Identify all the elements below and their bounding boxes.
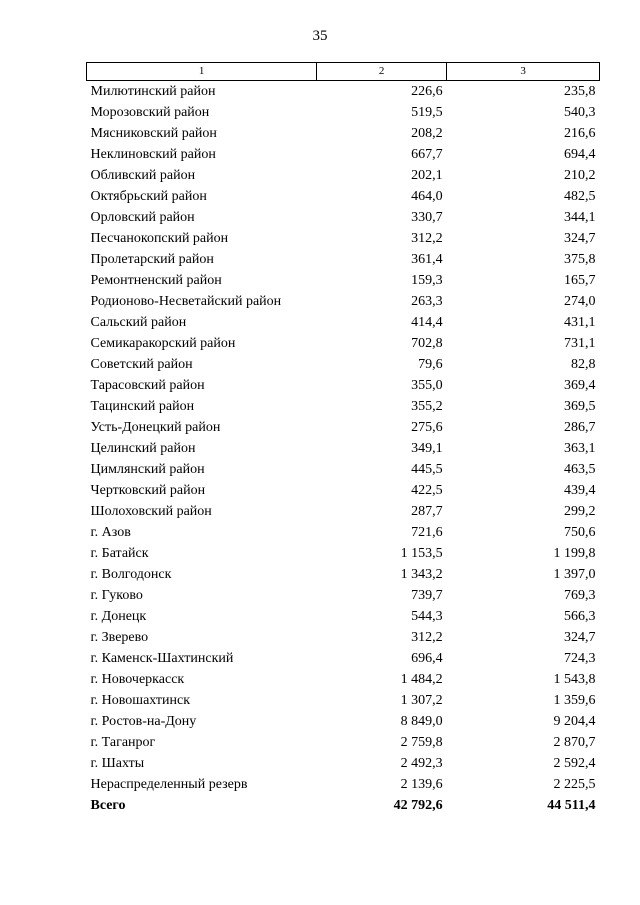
municipality-name: Ремонтненский район: [90, 273, 222, 288]
municipality-name: Усть-Донецкий район: [90, 420, 221, 435]
table-row: [87, 270, 600, 291]
municipality-name: г. Ростов-на-Дону: [90, 714, 197, 729]
municipality-name: г. Новошахтинск: [90, 693, 191, 708]
value-col-2: 1 307,2: [400, 693, 443, 708]
value-col-2: 263,3: [411, 294, 443, 309]
municipality-name: Семикаракорский район: [90, 336, 236, 351]
total-row: [87, 795, 600, 816]
municipality-name: Шолоховский район: [90, 504, 212, 519]
municipality-name: Обливский район: [90, 168, 196, 183]
value-col-3: 363,1: [564, 441, 596, 456]
municipality-name: Чертковский район: [90, 483, 206, 498]
value-col-2: 355,2: [411, 399, 443, 414]
table-row: [87, 375, 600, 396]
municipality-name: Неклиновский район: [90, 147, 216, 162]
value-col-3: 324,7: [564, 630, 596, 645]
table-row: [87, 417, 600, 438]
value-col-3: 2 870,7: [553, 735, 596, 750]
table-row: [87, 753, 600, 774]
value-col-3: 1 359,6: [553, 693, 596, 708]
value-col-3: 482,5: [564, 189, 596, 204]
table-row: [87, 81, 600, 103]
value-col-2: 414,4: [411, 315, 443, 330]
municipality-name: Орловский район: [90, 210, 195, 225]
table-row: [87, 228, 600, 249]
value-col-2: 202,1: [411, 168, 443, 183]
value-col-2: 361,4: [411, 252, 443, 267]
value-col-3: 1 199,8: [553, 546, 596, 561]
value-col-2: 275,6: [411, 420, 443, 435]
value-col-2: 2 139,6: [400, 777, 443, 792]
value-col-2: 79,6: [418, 357, 443, 372]
municipality-name: Родионово-Несветайский район: [90, 294, 282, 309]
table-row: [87, 501, 600, 522]
value-col-3: 286,7: [564, 420, 596, 435]
municipality-name: г. Таганрог: [90, 735, 156, 750]
value-col-3: 566,3: [564, 609, 596, 624]
total-col-2: 42 792,6: [393, 798, 443, 813]
value-col-2: 330,7: [411, 210, 443, 225]
table-row: [87, 522, 600, 543]
table-row: [87, 690, 600, 711]
value-col-3: 369,5: [564, 399, 596, 414]
value-col-2: 312,2: [411, 231, 443, 246]
municipality-name: Тацинский район: [90, 399, 195, 414]
table-row: [87, 123, 600, 144]
value-col-2: 544,3: [411, 609, 443, 624]
value-col-2: 208,2: [411, 126, 443, 141]
header-col-1: 1: [87, 63, 317, 81]
municipality-name: Нераспределенный резерв: [90, 777, 248, 792]
table-row: [87, 711, 600, 732]
value-col-3: 274,0: [564, 294, 596, 309]
municipality-name: Октябрьский район: [90, 189, 207, 204]
municipality-name: г. Волгодонск: [90, 567, 172, 582]
municipality-name: г. Гуково: [90, 588, 143, 603]
value-col-3: 1 397,0: [553, 567, 596, 582]
table-row: [87, 102, 600, 123]
value-col-2: 667,7: [411, 147, 443, 162]
value-col-2: 2 492,3: [400, 756, 443, 771]
value-col-2: 226,6: [411, 84, 443, 99]
value-col-3: 1 543,8: [553, 672, 596, 687]
table-row: [87, 438, 600, 459]
municipality-name: Морозовский район: [90, 105, 210, 120]
header-col-2: 2: [317, 63, 447, 81]
table-row: [87, 396, 600, 417]
value-col-2: 721,6: [411, 525, 443, 540]
table-row: [87, 585, 600, 606]
value-col-3: 369,4: [564, 378, 596, 393]
table-row: [87, 480, 600, 501]
value-col-2: 1 153,5: [400, 546, 443, 561]
table-row: [87, 249, 600, 270]
value-col-2: 159,3: [411, 273, 443, 288]
value-col-3: 2 225,5: [553, 777, 596, 792]
municipality-name: Тарасовский район: [90, 378, 205, 393]
value-col-3: 769,3: [564, 588, 596, 603]
value-col-3: 324,7: [564, 231, 596, 246]
table-row: [87, 459, 600, 480]
value-col-2: 739,7: [411, 588, 443, 603]
value-col-2: 519,5: [411, 105, 443, 120]
table-row: [87, 186, 600, 207]
table-row: [87, 207, 600, 228]
total-col-3: 44 511,4: [547, 798, 596, 813]
value-col-3: 694,4: [564, 147, 596, 162]
municipality-name: Сальский район: [90, 315, 187, 330]
header-row: [87, 63, 600, 81]
municipality-name: г. Батайск: [90, 546, 149, 561]
table-row: [87, 165, 600, 186]
value-col-3: 216,6: [564, 126, 596, 141]
municipality-name: г. Шахты: [90, 756, 145, 771]
table-row: [87, 291, 600, 312]
table-row: [87, 312, 600, 333]
value-col-3: 750,6: [564, 525, 596, 540]
municipality-name: г. Новочеркасск: [90, 672, 185, 687]
municipality-name: Песчанокопский район: [90, 231, 229, 246]
value-col-3: 82,8: [571, 357, 596, 372]
table-row: [87, 564, 600, 585]
value-col-2: 464,0: [411, 189, 443, 204]
value-col-3: 439,4: [564, 483, 596, 498]
header-col-3: 3: [447, 63, 600, 81]
value-col-3: 431,1: [564, 315, 596, 330]
table-row: [87, 333, 600, 354]
value-col-2: 445,5: [411, 462, 443, 477]
table-row: [87, 648, 600, 669]
value-col-3: 9 204,4: [553, 714, 596, 729]
value-col-3: 540,3: [564, 105, 596, 120]
municipality-name: г. Зверево: [90, 630, 149, 645]
page-number: 35: [312, 28, 328, 44]
table-row: [87, 627, 600, 648]
value-col-3: 731,1: [564, 336, 596, 351]
municipality-name: Целинский район: [90, 441, 196, 456]
table-row: [87, 606, 600, 627]
value-col-2: 2 759,8: [400, 735, 443, 750]
value-col-3: 724,3: [564, 651, 596, 666]
value-col-3: 165,7: [564, 273, 596, 288]
total-label: Всего: [90, 798, 126, 813]
budget-table: [86, 62, 600, 816]
table-row: [87, 144, 600, 165]
municipality-name: Цимлянский район: [90, 462, 205, 477]
value-col-2: 1 343,2: [400, 567, 443, 582]
value-col-2: 702,8: [411, 336, 443, 351]
value-col-2: 696,4: [411, 651, 443, 666]
table-row: [87, 543, 600, 564]
table-row: [87, 732, 600, 753]
value-col-2: 8 849,0: [400, 714, 443, 729]
value-col-2: 1 484,2: [400, 672, 443, 687]
value-col-3: 375,8: [564, 252, 596, 267]
table-header: [87, 63, 600, 81]
value-col-2: 422,5: [411, 483, 443, 498]
value-col-3: 2 592,4: [553, 756, 596, 771]
table-body: [87, 81, 600, 817]
municipality-name: Милютинский район: [90, 84, 216, 99]
value-col-3: 235,8: [564, 84, 596, 99]
table-row: [87, 354, 600, 375]
value-col-3: 299,2: [564, 504, 596, 519]
municipality-name: Пролетарский район: [90, 252, 214, 267]
municipality-name: г. Каменск-Шахтинский: [90, 651, 234, 666]
municipality-name: г. Азов: [90, 525, 131, 540]
value-col-3: 210,2: [564, 168, 596, 183]
value-col-3: 463,5: [564, 462, 596, 477]
municipality-name: г. Донецк: [90, 609, 147, 624]
municipality-name: Мясниковский район: [90, 126, 217, 141]
municipality-name: Советский район: [90, 357, 193, 372]
value-col-2: 287,7: [411, 504, 443, 519]
table-row: [87, 774, 600, 795]
value-col-2: 349,1: [411, 441, 443, 456]
value-col-3: 344,1: [564, 210, 596, 225]
table-row: [87, 669, 600, 690]
value-col-2: 312,2: [411, 630, 443, 645]
value-col-2: 355,0: [411, 378, 443, 393]
